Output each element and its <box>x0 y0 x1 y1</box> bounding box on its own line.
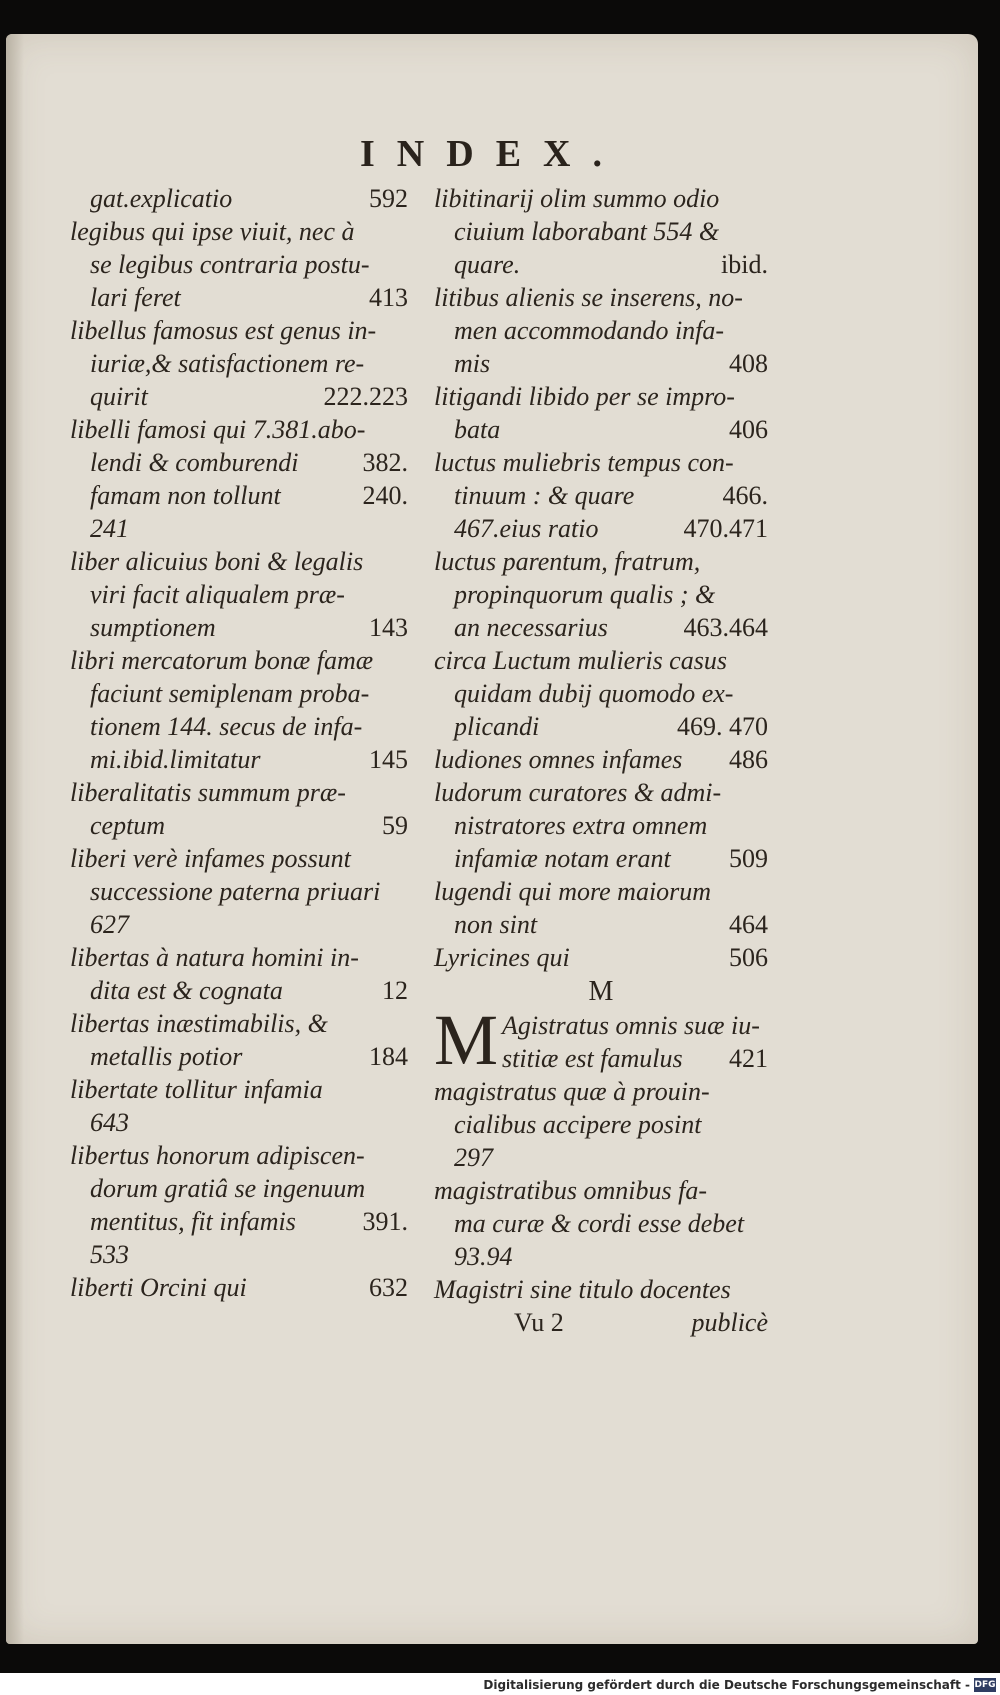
index-entry-text: libri mercatorum bonæ famæ <box>70 646 374 675</box>
index-entry-text: ceptum <box>90 811 166 840</box>
index-entry-text: lendi & comburendi <box>90 448 299 477</box>
index-entry-text: dorum gratiâ se ingenuum <box>90 1174 366 1203</box>
index-column-left <box>70 182 408 1304</box>
index-line <box>434 1174 768 1207</box>
index-line <box>70 941 408 974</box>
index-line <box>434 1141 768 1174</box>
index-entry-text: tionem 144. secus de infa- <box>90 712 363 741</box>
index-entry-text: magistratibus omnibus fa- <box>434 1176 708 1205</box>
page-reference: 184 <box>369 1042 408 1071</box>
index-entry-text: non sint <box>454 910 538 939</box>
index-line <box>70 1172 408 1205</box>
index-entry-text: mentitus, fit infamis <box>90 1207 296 1236</box>
index-entry-text: 627 <box>90 910 129 939</box>
index-line <box>70 1139 408 1172</box>
index-entry-text: metallis potior <box>90 1042 243 1071</box>
page-reference: 506 <box>729 943 768 972</box>
page-header: INDEX. <box>360 133 624 175</box>
index-entry-text: plicandi <box>454 712 540 741</box>
index-entry-text: luctus muliebris tempus con- <box>434 448 734 477</box>
index-line <box>70 347 408 380</box>
index-entry-text: luctus parentum, fratrum, <box>434 547 701 576</box>
index-line <box>434 644 768 677</box>
index-entry-text: litigandi libido per se impro- <box>434 382 735 411</box>
book-page <box>6 34 978 1644</box>
signature-mark: Vu 2 <box>514 1308 564 1337</box>
index-entry-text: propinquorum qualis ; & <box>454 580 716 609</box>
index-line <box>70 677 408 710</box>
index-line <box>434 710 768 743</box>
index-entry-text: successione paterna priuari <box>90 877 381 906</box>
index-line <box>434 1207 768 1240</box>
index-entry-text: libellus famosus est genus in- <box>70 316 377 345</box>
index-line <box>70 875 408 908</box>
index-line <box>70 215 408 248</box>
index-entry-text: dita est & cognata <box>90 976 283 1005</box>
index-entry-text: mis <box>454 349 491 378</box>
index-line <box>70 1205 408 1238</box>
index-entry-text: Magistri sine titulo docentes <box>434 1275 731 1304</box>
index-entry-text: legibus qui ipse viuit, nec à <box>70 217 355 246</box>
index-line <box>434 776 768 809</box>
index-line <box>70 809 408 842</box>
index-line <box>70 281 408 314</box>
index-line <box>70 644 408 677</box>
footer-bar <box>0 1673 1000 1695</box>
index-entry-text: stitiæ est famulus <box>502 1044 683 1073</box>
index-entry-text: 297 <box>454 1143 493 1172</box>
index-entry-text: liberi verè infames possunt <box>70 844 351 873</box>
page-reference: 592 <box>369 184 408 213</box>
index-line <box>70 776 408 809</box>
page-reference: 391. <box>362 1207 408 1236</box>
page-reference: 470.471 <box>683 514 768 543</box>
index-entry-text: lari feret <box>90 283 181 312</box>
index-line <box>70 380 408 413</box>
index-entry-text: nistratores extra omnem <box>454 811 708 840</box>
index-entry-text: libertas inæstimabilis, & <box>70 1009 328 1038</box>
index-entry-text: 467.eius ratio <box>454 514 599 543</box>
index-entry-text: 241 <box>90 514 129 543</box>
index-entry-text: 643 <box>90 1108 129 1137</box>
index-line <box>70 1040 408 1073</box>
index-line <box>434 314 768 347</box>
index-line <box>434 941 768 974</box>
index-entry-text: litibus alienis se inserens, no- <box>434 283 743 312</box>
index-entry-text: cialibus accipere posint <box>454 1110 702 1139</box>
index-line <box>70 314 408 347</box>
dfg-logo: DFG <box>974 1680 996 1690</box>
section-letter-m: M <box>588 976 614 1007</box>
index-entry-text: libelli famosi qui 7.381.abo- <box>70 415 366 444</box>
page-reference: 12 <box>382 976 408 1005</box>
index-line <box>70 743 408 776</box>
page-reference: 466. <box>722 481 768 510</box>
page-reference: 413 <box>369 283 408 312</box>
index-line <box>70 446 408 479</box>
index-line <box>434 1273 768 1306</box>
index-entry-text: libitinarij olim summo odio <box>434 184 720 213</box>
index-entry-text: libertas à natura homini in- <box>70 943 359 972</box>
index-line <box>434 875 768 908</box>
right-entries-l <box>434 182 768 974</box>
index-line <box>70 182 408 215</box>
page-edge-shadow <box>6 34 24 1644</box>
index-line <box>70 842 408 875</box>
page-reference: 382. <box>362 448 408 477</box>
index-line <box>434 809 768 842</box>
index-line <box>434 743 768 776</box>
index-entry-text: faciunt semiplenam proba- <box>90 679 370 708</box>
dropcap: M <box>434 1000 499 1080</box>
index-line <box>434 380 768 413</box>
index-entry-text: bata <box>454 415 501 444</box>
index-entry-text: an necessarius <box>454 613 608 642</box>
page-reference: 469. 470 <box>677 712 768 741</box>
index-line <box>434 677 768 710</box>
page-reference: 464 <box>729 910 768 939</box>
index-line <box>434 413 768 446</box>
index-entry-text: iuriæ,& satisfactionem re- <box>90 349 365 378</box>
index-entry-text: viri facit aliqualem præ- <box>90 580 345 609</box>
index-entry-text: 533 <box>90 1240 129 1269</box>
page-reference: 145 <box>369 745 408 774</box>
index-entry-text: quirit <box>90 382 148 411</box>
index-entry-text: se legibus contraria postu- <box>90 250 370 279</box>
index-line <box>70 611 408 644</box>
catchword: publicè <box>691 1308 768 1337</box>
index-entry-text: libertate tollitur infamia <box>70 1075 323 1104</box>
index-entry-text: quidam dubij quomodo ex- <box>454 679 734 708</box>
index-line <box>70 1238 408 1271</box>
index-line <box>70 974 408 1007</box>
page-reference: 421 <box>729 1044 768 1073</box>
funding-credit: Digitalisierung gefördert durch die Deutsche Forschungsgemeinschaft - <box>483 1678 970 1692</box>
index-line <box>434 1075 768 1108</box>
index-entry-text: ciuium laborabant 554 & <box>454 217 720 246</box>
index-entry-text: liberalitatis summum præ- <box>70 778 346 807</box>
index-entry-text: lugendi qui more maiorum <box>434 877 712 906</box>
index-entry-text: gat.explicatio <box>90 184 233 213</box>
index-line <box>434 182 768 215</box>
index-line <box>70 1106 408 1139</box>
index-line <box>70 578 408 611</box>
index-line <box>434 1240 768 1273</box>
page-reference: 408 <box>729 349 768 378</box>
index-entry-text: ludorum curatores & admi- <box>434 778 722 807</box>
page-reference: ibid. <box>721 250 768 279</box>
index-line <box>70 710 408 743</box>
index-line <box>434 545 768 578</box>
page-reference: 632 <box>369 1273 408 1302</box>
page-reference: 406 <box>729 415 768 444</box>
index-entry-text: libertus honorum adipiscen- <box>70 1141 365 1170</box>
index-line <box>70 908 408 941</box>
index-entry-text: liber alicuius boni & legalis <box>70 547 364 576</box>
index-entry-text: quare. <box>454 250 521 279</box>
page-reference: 486 <box>729 745 768 774</box>
index-line <box>502 1009 768 1042</box>
catchword-line <box>434 1306 768 1339</box>
index-line <box>434 281 768 314</box>
index-entry-text: sumptionem <box>90 613 216 642</box>
page-reference: 240. <box>362 481 408 510</box>
page-reference: 509 <box>729 844 768 873</box>
index-line <box>434 479 768 512</box>
index-column-right <box>434 182 768 1339</box>
index-entry-text: ludiones omnes infames <box>434 745 683 774</box>
index-entry-text: infamiæ notam erant <box>454 844 671 873</box>
index-line <box>434 248 768 281</box>
index-entry-text: mi.ibid.limitatur <box>90 745 261 774</box>
index-entry-text: liberti Orcini qui <box>70 1273 247 1302</box>
index-line <box>434 512 768 545</box>
index-entry-text: ma curæ & cordi esse debet <box>454 1209 745 1238</box>
index-line <box>70 1271 408 1304</box>
index-line <box>70 413 408 446</box>
index-entry-text: 93.94 <box>454 1242 513 1271</box>
index-line <box>434 1108 768 1141</box>
index-entry-text: tinuum : & quare <box>454 481 635 510</box>
index-line <box>434 842 768 875</box>
index-entry-text: magistratus quæ à prouin- <box>434 1077 710 1106</box>
index-entry-text: men accommodando infa- <box>454 316 725 345</box>
index-line <box>434 215 768 248</box>
index-line <box>434 446 768 479</box>
index-entry-text: circa Luctum mulieris casus <box>434 646 727 675</box>
index-line <box>70 1007 408 1040</box>
index-line <box>434 611 768 644</box>
index-line <box>70 512 408 545</box>
page-reference: 59 <box>382 811 408 840</box>
index-line <box>434 347 768 380</box>
index-line <box>70 479 408 512</box>
index-line <box>70 1073 408 1106</box>
m-section <box>434 1000 768 1306</box>
index-line <box>502 1042 768 1075</box>
index-line <box>434 908 768 941</box>
index-entry-text: famam non tollunt <box>90 481 281 510</box>
index-entry-text: Agistratus omnis suæ iu- <box>502 1011 760 1040</box>
index-line <box>434 578 768 611</box>
index-line <box>70 545 408 578</box>
page-reference: 463.464 <box>683 613 768 642</box>
page-reference: 222.223 <box>323 382 408 411</box>
index-line <box>70 248 408 281</box>
index-entry-text: Lyricines qui <box>434 943 570 972</box>
page-reference: 143 <box>369 613 408 642</box>
